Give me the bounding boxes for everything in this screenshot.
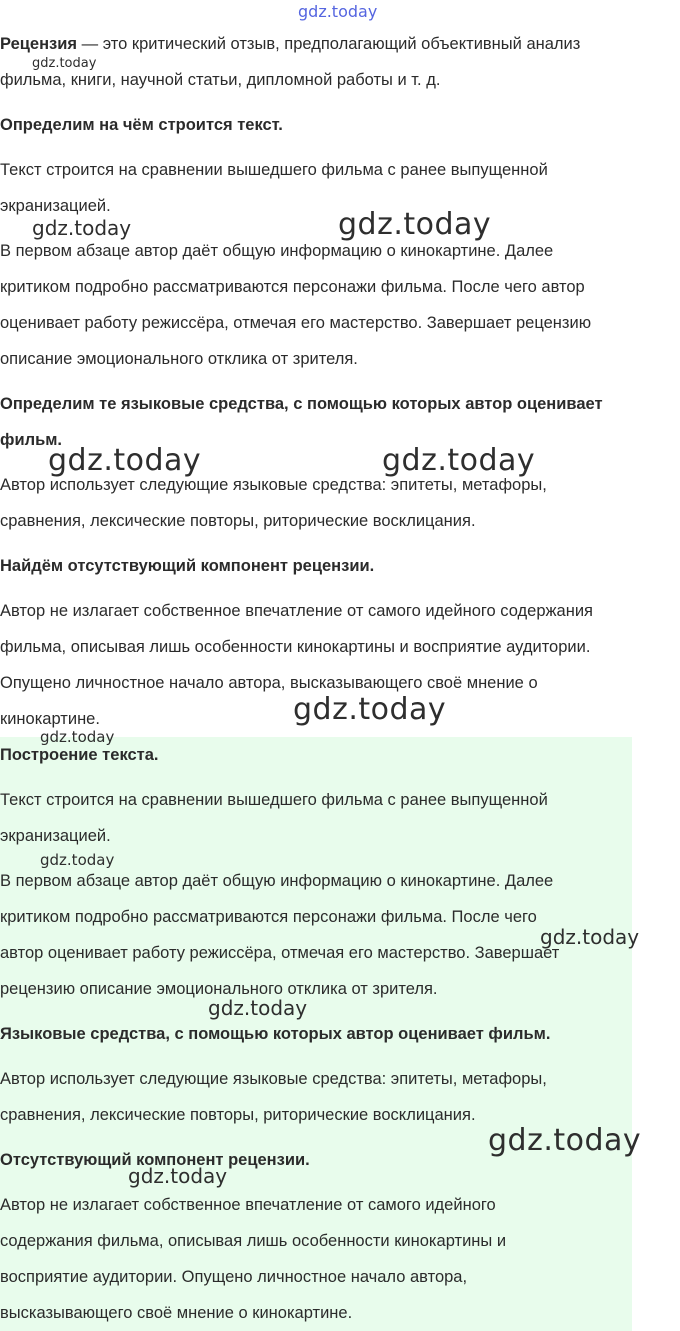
watermark-text: gdz.today xyxy=(128,1164,228,1188)
watermark-text: gdz.today xyxy=(488,1123,642,1158)
answer-plan-text: рецензию описание эмоционального отклика от зрителя. xyxy=(0,980,438,998)
analysis-missing-text: Опущено личностное начало автора, высказывающего своё мнение о xyxy=(0,674,538,692)
watermark-text: gdz.today xyxy=(32,216,132,240)
analysis-plan-text: оценивает работу режиссёра, отмечая его мастерство. Завершает рецензию xyxy=(0,314,592,332)
watermark-text: gdz.today xyxy=(293,692,447,727)
analysis-means-text: сравнения, лексические повторы, риторические восклицания. xyxy=(0,512,476,530)
answer-missing-text: Автор не излагает собственное впечатление от самого идейного xyxy=(0,1196,496,1214)
answer-structure-heading: Построение текста. xyxy=(0,746,159,764)
answer-structure-text: Текст строится на сравнении вышедшего фильма с ранее выпущенной xyxy=(0,791,548,809)
analysis-means-heading: Определим те языковые средства, с помощью которых автор оценивает xyxy=(0,395,603,413)
answer-missing-heading: Отсутствующий компонент рецензии. xyxy=(0,1151,310,1169)
analysis-missing-text: Автор не излагает собственное впечатление от самого идейного содержания xyxy=(0,602,593,620)
answer-missing-text: восприятие аудитории. Опущено личностное начало автора, xyxy=(0,1268,468,1286)
watermark-text: gdz.today xyxy=(338,207,492,242)
analysis-plan-text: В первом абзаце автор даёт общую информацию о кинокартине. Далее xyxy=(0,242,554,260)
watermark-text: gdz.today xyxy=(32,56,97,71)
answer-plan-text: В первом абзаце автор даёт общую информацию о кинокартине. Далее xyxy=(0,872,554,890)
analysis-plan-text: описание эмоционального отклика от зрителя. xyxy=(0,350,358,368)
review-definition-line: фильма, книги, научной статьи, дипломной работы и т. д. xyxy=(0,71,441,89)
watermark-text: gdz.today xyxy=(40,728,115,746)
watermark-text: gdz.today xyxy=(540,925,640,949)
watermark-text: gdz.today xyxy=(298,2,378,21)
analysis-means-text: Автор использует следующие языковые средства: эпитеты, метафоры, xyxy=(0,476,547,494)
answer-structure-text: экранизацией. xyxy=(0,827,111,845)
watermark-text: gdz.today xyxy=(48,443,202,478)
analysis-missing-heading: Найдём отсутствующий компонент рецензии. xyxy=(0,557,375,575)
answer-plan-text: автор оценивает работу режиссёра, отмечая его мастерство. Завершает xyxy=(0,944,560,962)
review-definition: — это критический отзыв, предполагающий объективный анализ xyxy=(77,35,581,53)
answer-missing-text: содержания фильма, описывая лишь особенности кинокартины и xyxy=(0,1232,507,1250)
analysis-missing-text: кинокартине. xyxy=(0,710,100,728)
watermark-text: gdz.today xyxy=(40,851,115,869)
answer-plan-text: критиком подробно рассматриваются персонажи фильма. После чего xyxy=(0,908,537,926)
analysis-means-heading: фильм. xyxy=(0,431,62,449)
analysis-structure-heading: Определим на чём строится текст. xyxy=(0,116,283,134)
analysis-plan-text: критиком подробно рассматриваются персонажи фильма. После чего автор xyxy=(0,278,585,296)
review-definition-line xyxy=(0,26,580,62)
answer-missing-text: высказывающего своё мнение о кинокартине. xyxy=(0,1304,353,1322)
answer-means-heading: Языковые средства, с помощью которых автор оценивает фильм. xyxy=(0,1025,551,1043)
answer-means-text: Автор использует следующие языковые средства: эпитеты, метафоры, xyxy=(0,1070,547,1088)
watermark-text: gdz.today xyxy=(382,443,536,478)
analysis-structure-text: экранизацией. xyxy=(0,197,111,215)
answer-means-text: сравнения, лексические повторы, риторические восклицания. xyxy=(0,1106,476,1124)
review-term: Рецензия xyxy=(0,35,78,53)
analysis-missing-text: фильма, описывая лишь особенности кинокартины и восприятие аудитории. xyxy=(0,638,591,656)
analysis-structure-text: Текст строится на сравнении вышедшего фильма с ранее выпущенной xyxy=(0,161,548,179)
watermark-text: gdz.today xyxy=(208,996,308,1020)
